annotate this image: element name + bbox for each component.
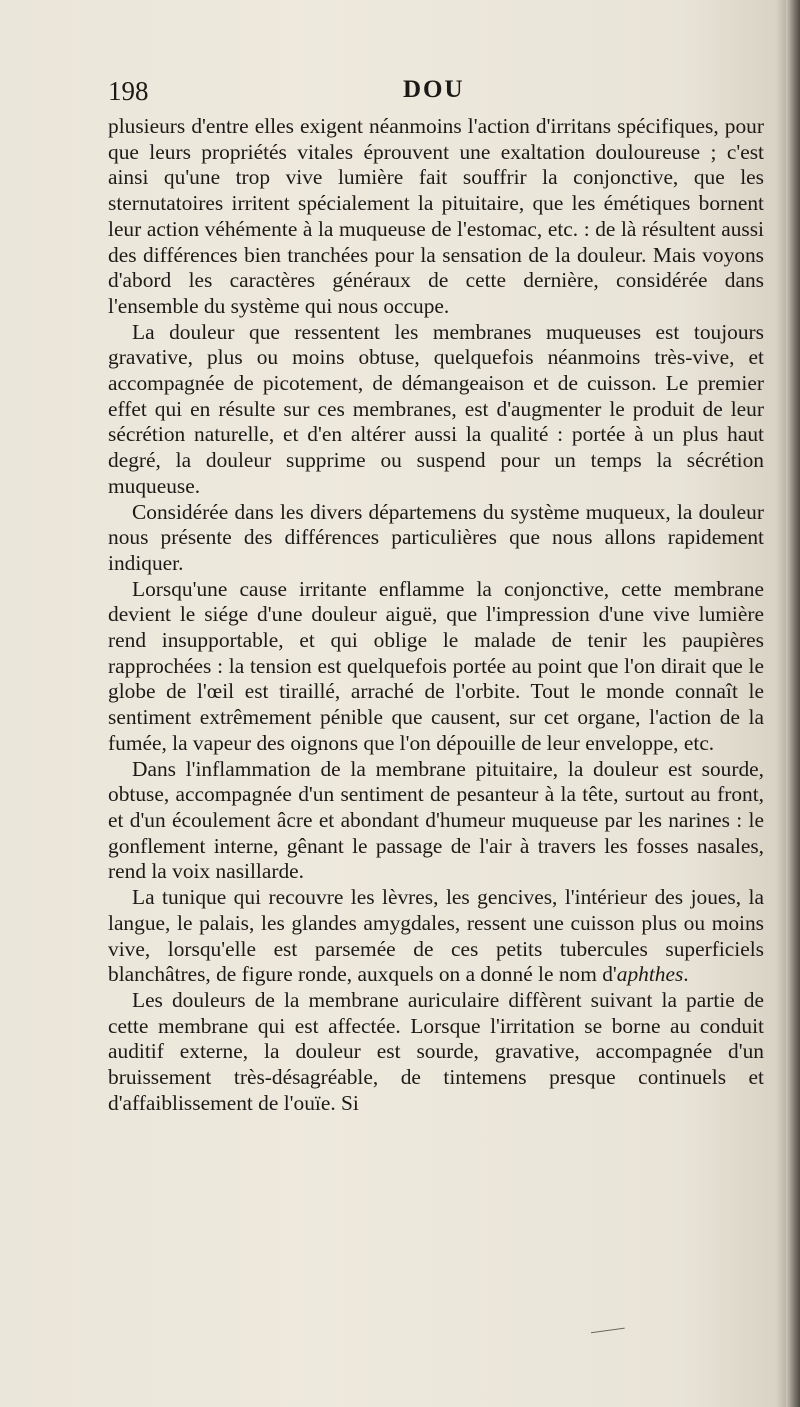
paragraph-tunique-buccale [108,885,764,988]
pencil-mark [589,1316,624,1334]
paragraph-conjonctive: Lorsqu'une cause irritante enflamme la conjonctive, cette membrane devient le siége d'une douleur aiguë, que l'impression d'une vive lumière rend insupportable, et qui oblige le malade de tenir les paupières rapprochées : la tension est quelquefois portée au point que l'on dirait que le globe de l'œil est tiraillé, arraché de l'orbite. Tout le monde connaît le sentiment extrêmement pénible que causent, sur cet organe, l'action de la fumée, la vapeur des oignons que l'on dépouille de leur enveloppe, etc. [108,576,764,755]
paragraph-pituitaire: Dans l'inflammation de la membrane pituitaire, la douleur est sourde, obtuse, accompagnée d'un sentiment de pesanteur à la tête, surtout au front, et d'un écoulement âcre et abondant d'humeur muqueuse par les narines : le gonflement interne, gênant le passage de l'air à travers les fosses nasales, rend la voix nasillarde. [108,756,764,884]
paragraph-tunique-text: La tunique qui recouvre les lèvres, les gencives, l'intérieur des joues, la langue, le palais, les glandes amygdales, ressent une cuisson plus ou moins vive, lorsqu'elle est parsemée de ces petits tubercules superficiels blanchâtres, de figure ronde, auxquels on a donné le nom d' [108,885,764,987]
paragraph-auriculaire: Les douleurs de la membrane auriculaire diffèrent suivant la partie de cette membrane qui est affectée. Lorsque l'irritation se borne au conduit auditif externe, la douleur est sourde, gravative, accompagnée d'un bruissement très-désagréable, de tintemens presque continuels et d'affaiblissement de l'ouïe. Si [108,987,764,1115]
page-number: 198 [108,76,149,106]
body-text [108,114,764,1116]
page-edge-shadow [786,0,800,1407]
paragraph-continuation: plusieurs d'entre elles exigent néanmoins l'action d'irritans spécifiques, pour que leurs propriétés vitales éprouvent une exaltation douloureuse ; c'est ainsi qu'une trop vive lumière fait souffrir la conjonctive, que les sternutatoires irritent spécialement la pituitaire, que les émétiques bornent leur action véhémente à la muqueuse de l'estomac, etc. : de là résultent aussi des différences bien tranchées pour la sensation de la douleur. Mais voyons d'abord les caractères généraux de cette dernière, considérée dans l'ensemble du système qui nous occupe. [108,114,764,318]
aphthes-term: aphthes [616,962,684,987]
paragraph-tunique-end: . [683,962,689,987]
page-header [108,76,764,112]
paragraph-departements: Considérée dans les divers départemens du système muqueux, la douleur nous présente des différences particulières que nous allons rapidement indiquer. [108,499,764,575]
running-head: DOU [403,76,465,103]
paragraph-douleur-muqueuse: La douleur que ressentent les membranes muqueuses est toujours gravative, plus ou moins obtuse, quelquefois néanmoins très-vive, et accompagnée de picotement, de démangeaison et de cuisson. Le premier effet qui en résulte sur ces membranes, est d'augmenter le produit de leur sécrétion naturelle, et d'en altérer aussi la qualité : portée à un plus haut degré, la douleur supprime ou suspend pour un temps la sécrétion muqueuse. [108,319,764,498]
